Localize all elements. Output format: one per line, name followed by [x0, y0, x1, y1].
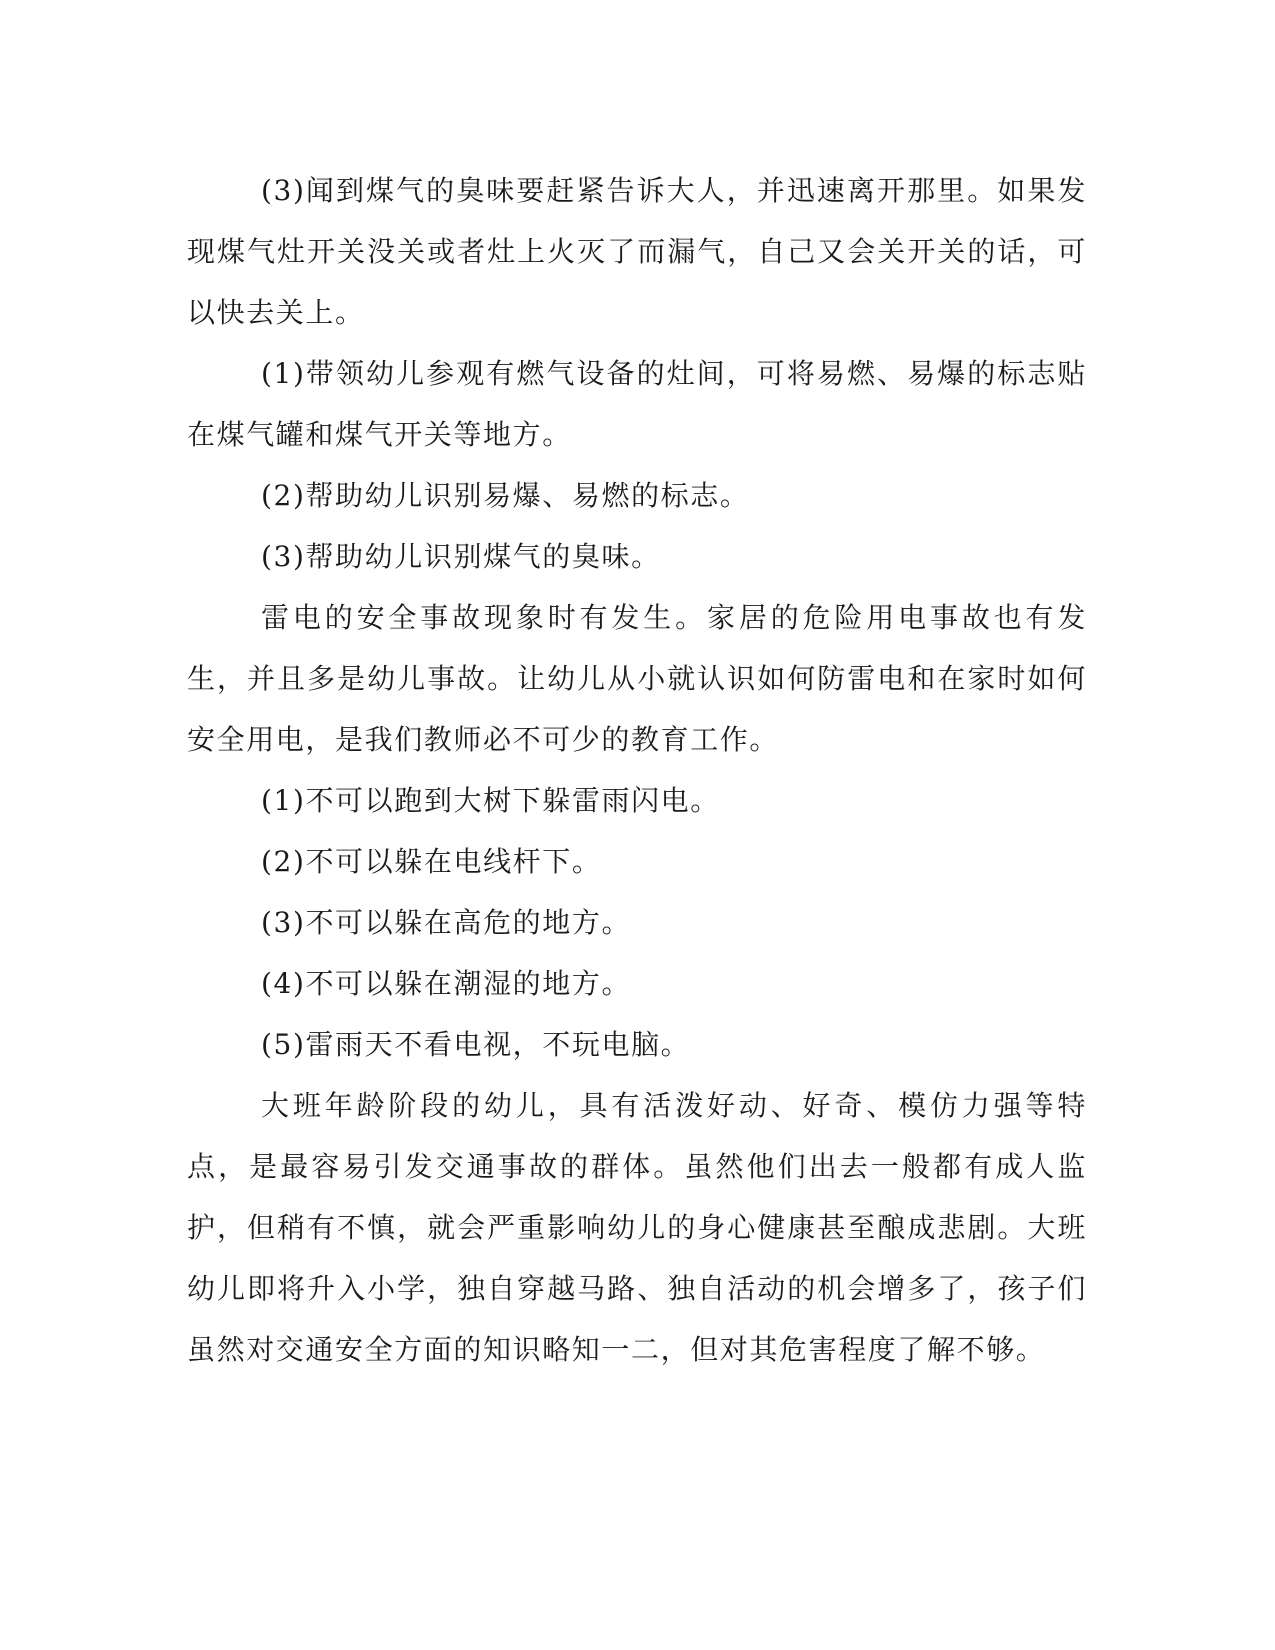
paragraph-visit-gas-equipment: (1)带领幼儿参观有燃气设备的灶间，可将易燃、易爆的标志贴在煤气罐和煤气开关等地方。	[187, 357, 1087, 451]
paragraph-rule-tree: (1)不可以跑到大树下躲雷雨闪电。	[261, 784, 720, 817]
paragraph-identify-gas-smell: (3)帮助幼儿识别煤气的臭味。	[261, 540, 661, 573]
paragraph-gas-smell-action: (3)闻到煤气的臭味要赶紧告诉大人，并迅速离开那里。如果发现煤气灶开关没关或者灶上火灭了而漏气，自己又会关开关的话，可以快去关上。	[187, 174, 1087, 329]
document-body	[187, 160, 1087, 1380]
paragraph-lightning-intro: 雷电的安全事故现象时有发生。家居的危险用电事故也有发生，并且多是幼儿事故。让幼儿从小就认识如何防雷电和在家时如何安全用电，是我们教师必不可少的教育工作。	[187, 601, 1087, 756]
paragraph-traffic-intro: 大班年龄阶段的幼儿，具有活泼好动、好奇、模仿力强等特点，是最容易引发交通事故的群体。虽然他们出去一般都有成人监护，但稍有不慎，就会严重影响幼儿的身心健康甚至酿成悲剧。大班幼儿即将升入小学，独自穿越马路、独自活动的机会增多了，孩子们虽然对交通安全方面的知识略知一二，但对其危害程度了解不够。	[187, 1089, 1087, 1366]
paragraph-rule-high-place: (3)不可以躲在高危的地方。	[261, 906, 632, 939]
paragraph-identify-signs: (2)帮助幼儿识别易爆、易燃的标志。	[261, 479, 750, 512]
paragraph-rule-damp-place: (4)不可以躲在潮湿的地方。	[261, 967, 632, 1000]
paragraph-rule-no-tv: (5)雷雨天不看电视，不玩电脑。	[261, 1028, 691, 1061]
paragraph-rule-pole: (2)不可以躲在电线杆下。	[261, 845, 602, 878]
